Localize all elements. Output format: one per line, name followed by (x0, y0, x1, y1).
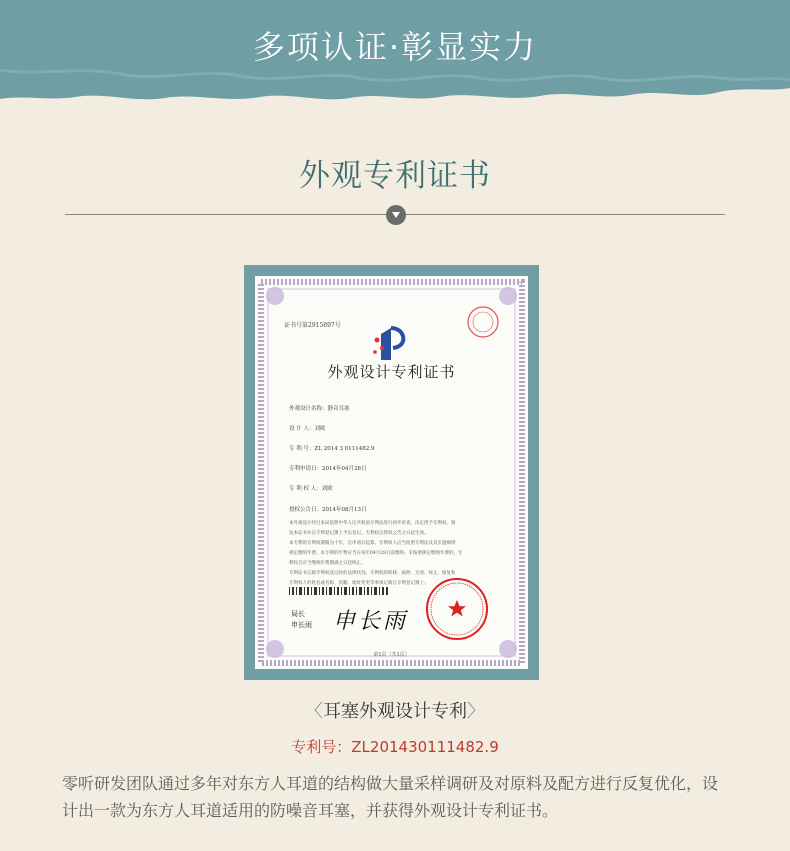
caption-left-mark: 〈 (305, 701, 323, 722)
certificate-frame (244, 265, 539, 680)
header-banner (0, 0, 790, 110)
signature-label-name: 申长雨 (291, 621, 312, 629)
certificate-image (255, 276, 528, 669)
certificate-body-line: 专利权人的姓名或名称、国籍、地址变更等事项记载在专利登记簿上。 (289, 581, 429, 586)
patent-office-logo (373, 328, 403, 360)
certificate-field: 专 利 号：ZL 2014 3 0111482.9 (289, 446, 375, 452)
section-title: 外观专利证书 (299, 158, 491, 194)
patent-number: 专利号：ZL201430111482.9 (291, 738, 499, 756)
certificate-caption (0, 697, 790, 723)
certificate-field: 专利申请日：2014年04月28日 (289, 466, 367, 472)
certificate-field: 授权公告日：2014年08月13日 (289, 507, 367, 513)
description-text: 零听研发团队通过多年对东方人耳道的结构做大量采样调研及对原料及配方进行反复优化，设计出一款为东方人耳道适用的防噪音耳塞，并获得外观设计专利证书。 (62, 774, 719, 820)
banner-title: 多项认证·彰显实力 (252, 28, 538, 66)
caption-text: 耳塞外观设计专利 (323, 701, 467, 722)
certificate-field: 专 利 权 人：刘欧 (289, 486, 333, 492)
certificate-title: 外观设计专利证书 (327, 363, 456, 381)
certificate-body-line: 利权自应当缴纳年费期满之日起终止。 (289, 561, 366, 566)
certificate-field: 设 计 人：刘欧 (289, 426, 326, 432)
signature: 申长雨 (333, 609, 409, 634)
certificate-body-line: 本专利的专利权期限为十年，自申请日起算。专利权人应当依照专利法及其实施细则 (289, 541, 456, 546)
barcode-icon (289, 587, 389, 595)
caption-right-mark: 〉 (467, 701, 485, 722)
certificate-field: 外观设计名称：静音耳塞 (289, 406, 350, 412)
certificate-page-number: 第1页（共1页） (373, 652, 410, 658)
certificate-body (289, 519, 499, 589)
chevron-down-icon (386, 205, 406, 225)
corner-stamp (468, 307, 498, 337)
certificate-body-line: 规定缴纳年费。本专利的年费应当在每年04月28日前缴纳。未按照规定缴纳年费的，专 (289, 551, 463, 556)
certificate-body-line: 专利证书记载专利权登记时的法律状况。专利权的转移、质押、无效、终止、恢复和 (289, 571, 456, 576)
signature-label-title: 局长 (291, 610, 305, 618)
certificate-number: 证书号第2915897号 (284, 322, 341, 329)
certificate-body-line: 本外观设计经过本局依照中华人民共和国专利法进行初步审查，决定授予专利权，颁 (289, 521, 456, 526)
certificate-body-line: 发本证书并在专利登记簿上予以登记。专利权自授权公告之日起生效。 (289, 531, 429, 536)
